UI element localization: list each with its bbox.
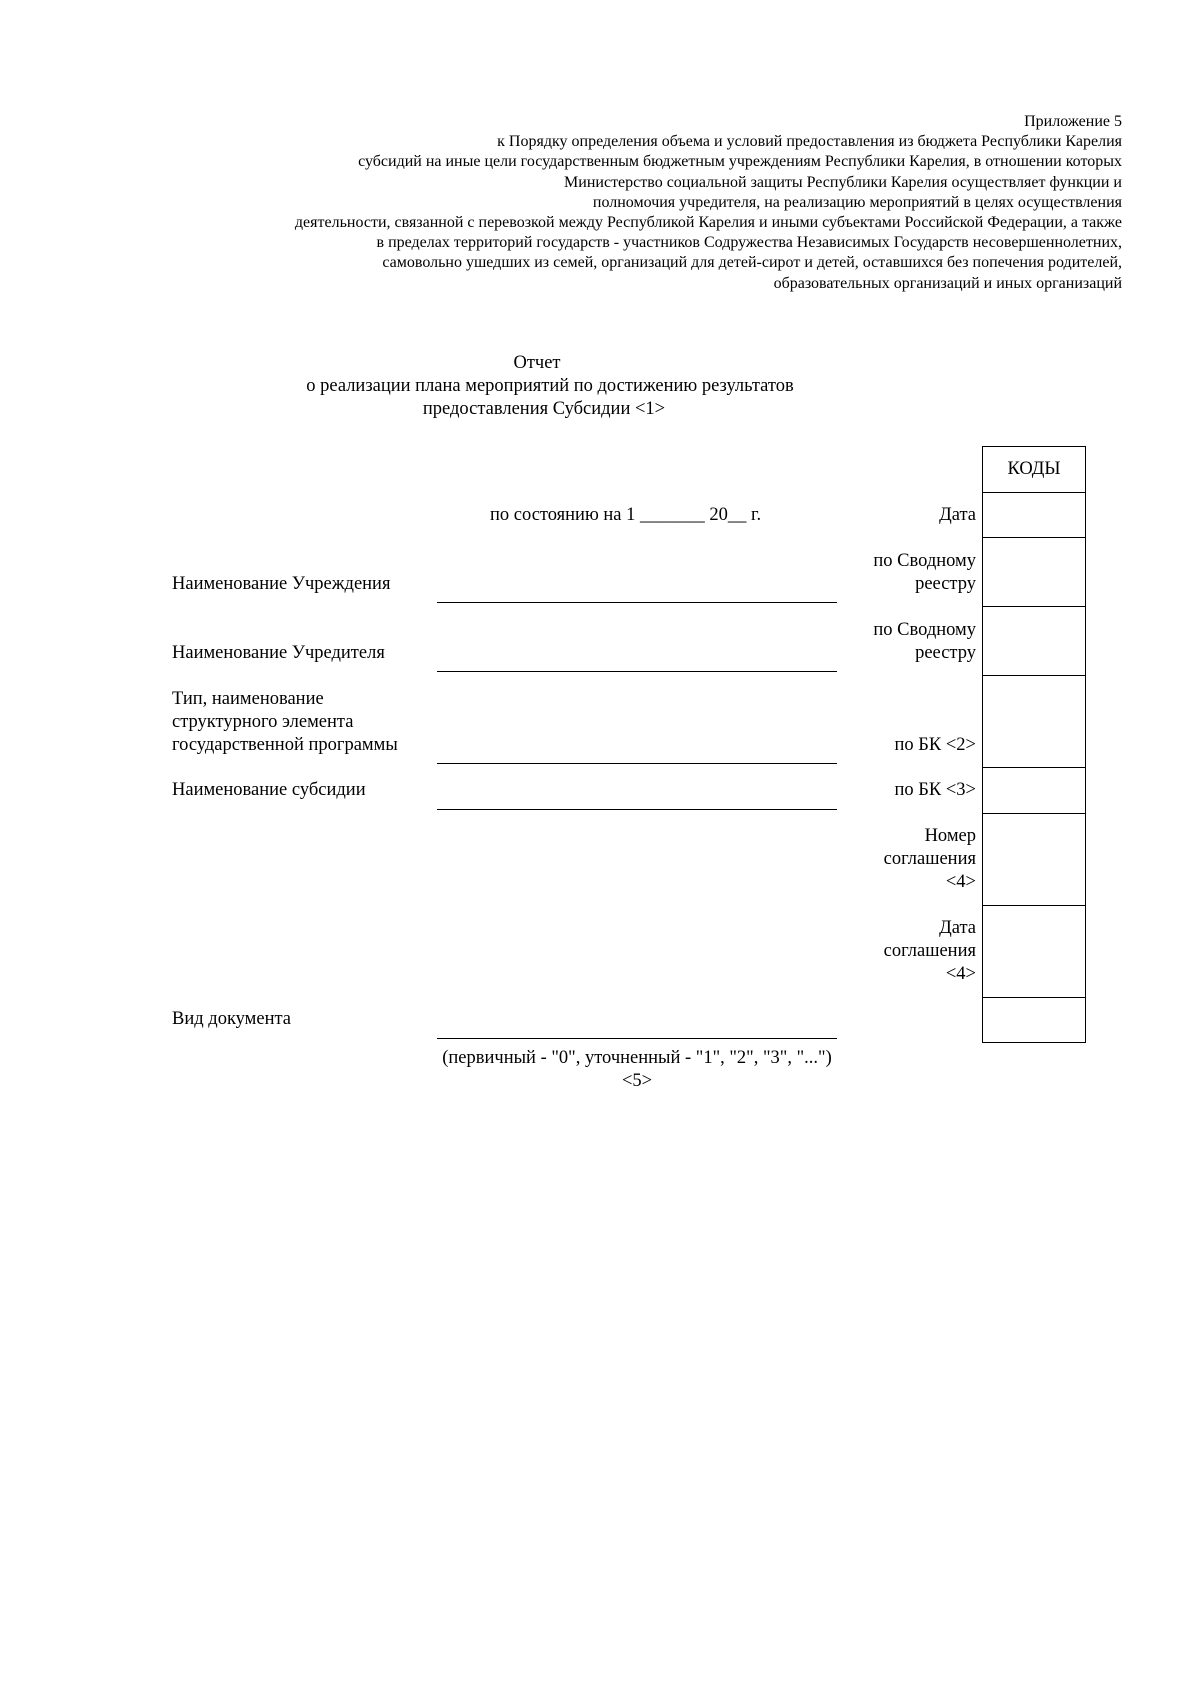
code-label-bk: по БК <2> [894, 735, 976, 755]
appendix-line: Приложение 5 [1024, 113, 1122, 130]
code-label-date: Дата [939, 505, 976, 525]
title-line: о реализации плана мероприятий по достижению результатов [306, 376, 794, 396]
appendix-line: субсидий на иные цели государственным бюджетным учреждениям Республики Карелия, в отношении которых [358, 153, 1122, 171]
institution-name-field[interactable] [437, 602, 837, 603]
institution-name-label: Наименование Учреждения [172, 574, 391, 594]
code-label-registry: реестру [915, 643, 976, 663]
document-type-note: (первичный - "0", уточненный - "1", "2", "3", "...") <5> [442, 1048, 832, 1091]
document-type-label: Вид документа [172, 1009, 292, 1029]
program-label-line: структурного элемента [172, 712, 354, 732]
appendix-line: в пределах территорий государств - участников Содружества Независимых Государств несовершеннолетних, [376, 234, 1122, 252]
program-label-line: Тип, наименование [172, 689, 324, 709]
appendix-line: полномочия учредителя, на реализацию мероприятий в целях осуществления [592, 193, 1122, 211]
code-label-registry: по Сводному [873, 620, 976, 640]
appendix-line: Министерство социальной защиты Республики Карелия осуществляет функции и [564, 173, 1122, 191]
appendix-line: к Порядку определения объема и условий предоставления из бюджета Республики Карелия [497, 133, 1122, 151]
founder-name-label: Наименование Учредителя [172, 643, 385, 663]
appendix-line: самовольно ушедших из семей, организаций для детей-сирот и детей, оставшихся без попечения родителей, [382, 254, 1122, 272]
subsidy-name-field[interactable] [437, 809, 837, 810]
code-cell-agreement-number[interactable] [983, 813, 1085, 905]
title-line: Отчет [513, 353, 561, 373]
code-cell-agreement-date[interactable] [983, 905, 1085, 997]
code-cell-document-type[interactable] [983, 997, 1085, 1042]
codes-header: КОДЫ [1007, 459, 1061, 479]
code-cell-bk-subsidy[interactable] [983, 767, 1085, 813]
title-line: предоставления Субсидии <1> [422, 399, 666, 419]
program-field[interactable] [437, 763, 837, 764]
code-label-agreement-number: Номер [924, 826, 976, 846]
subsidy-name-label: Наименование субсидии [172, 780, 366, 800]
code-label-agreement-date: соглашения [883, 941, 976, 961]
code-label-agreement-number: <4> [945, 872, 976, 892]
code-cell-date[interactable] [983, 492, 1085, 537]
code-label-agreement-date: <4> [945, 964, 976, 984]
codes-table [982, 446, 1086, 1043]
program-label-line: государственной программы [172, 735, 398, 755]
code-cell-bk-program[interactable] [983, 675, 1085, 767]
code-label-registry: реестру [915, 574, 976, 594]
code-cell-registry-institution[interactable] [983, 537, 1085, 606]
code-label-agreement-date: Дата [939, 918, 976, 938]
document-type-field[interactable] [437, 1038, 837, 1039]
code-cell-registry-founder[interactable] [983, 606, 1085, 675]
code-label-bk: по БК <3> [894, 780, 976, 800]
report-title [290, 352, 810, 421]
code-label-agreement-number: соглашения [883, 849, 976, 869]
appendix-header [160, 112, 1122, 294]
appendix-line: образовательных организаций и иных организаций [773, 274, 1122, 292]
appendix-line: деятельности, связанной с перевозкой между Республикой Карелия и иными субъектами Российской Федерации, а также [294, 214, 1122, 232]
code-label-registry: по Сводному [873, 551, 976, 571]
as-of-date-line: по состоянию на 1 _______ 20__ г. [490, 505, 762, 525]
founder-name-field[interactable] [437, 671, 837, 672]
